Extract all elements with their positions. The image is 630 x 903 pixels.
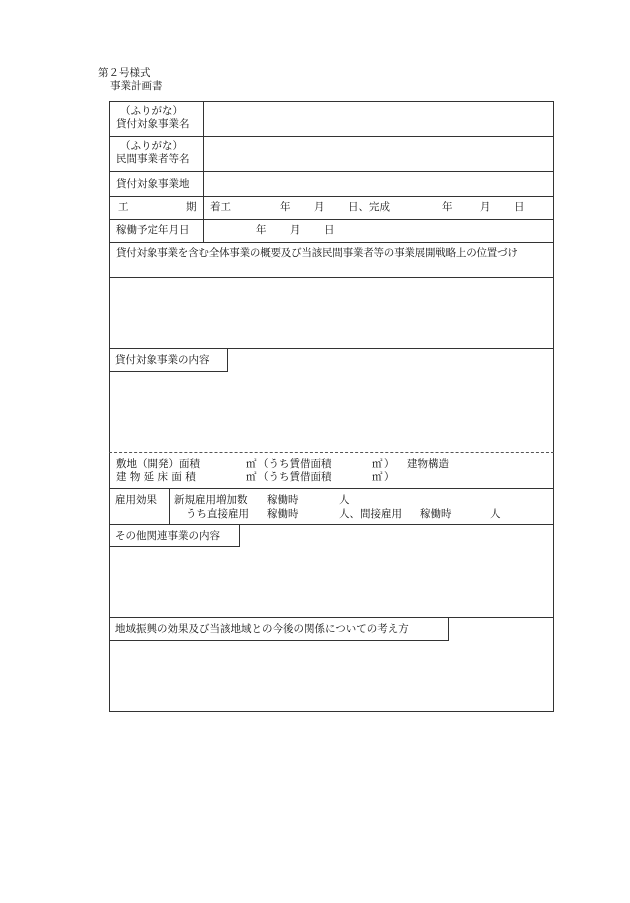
schedule-start: 着工 [210,201,231,213]
operator-name-label: 民間事業者等名 [116,153,190,165]
floor-rent-open: （うち賃借面積 [258,471,332,483]
site-area-label: 敷地（開発）面積 [116,458,200,470]
floor-rent-unit: ㎡ [372,471,383,483]
schedule-day2: 日 [514,201,525,213]
operation-day: 日 [324,224,335,236]
operator-name-field[interactable] [205,138,551,169]
schedule-year1: 年 [280,201,291,213]
project-name-label: 貸付対象事業名 [116,118,190,130]
indirect-persons: 人 [490,508,501,520]
operation-year: 年 [256,224,267,236]
employment-label: 雇用効果 [115,494,157,506]
operation-date-label: 稼働予定年月日 [116,224,190,236]
schedule-month1: 月 [314,201,325,213]
site-area-unit: ㎡ [246,458,257,470]
new-hires-persons: 人 [339,494,350,506]
floor-rent-close: ） [384,471,395,483]
schedule-label-b: 期 [186,201,197,213]
content-label: 貸付対象事業の内容 [115,354,210,366]
operation-month: 月 [290,224,301,236]
schedule-year2: 年 [442,201,453,213]
site-rent-open: （うち賃借面積 [258,458,332,470]
project-name-field[interactable] [205,103,551,134]
indirect-label: 人、間接雇用 [339,508,402,520]
new-hires-operating: 稼働時 [267,494,299,506]
content-field[interactable] [111,374,552,450]
other-field[interactable] [111,549,552,615]
project-name-furigana: （ふりがな） [120,105,183,117]
schedule-month2: 月 [480,201,491,213]
direct-operating: 稼働時 [267,508,299,520]
site-rent-unit: ㎡ [372,458,383,470]
indirect-operating: 稼働時 [420,508,452,520]
document-title: 事業計画書 [110,80,163,92]
overview-label: 貸付対象事業を含む全体事業の概要及び当該民間事業者等の事業展開戦略上の位置づけ [116,247,518,259]
floor-area-unit: ㎡ [246,471,257,483]
schedule-day1: 日、完成 [348,201,390,213]
operator-name-furigana: （ふりがな） [120,140,183,152]
form-number: 第２号様式 [98,67,151,79]
overview-field[interactable] [111,279,552,346]
schedule-label-a: 工 [118,201,129,213]
regional-field[interactable] [111,643,552,709]
direct-label: うち直接雇用 [186,508,249,520]
location-field[interactable] [205,173,551,194]
location-label: 貸付対象事業地 [116,178,190,190]
site-rent-close: ） [384,458,395,470]
floor-area-label: 建 物 延 床 面 積 [116,471,196,483]
regional-label: 地域振興の効果及び当該地域との今後の関係についての考え方 [115,623,409,635]
new-hires-label: 新規雇用増加数 [174,494,248,506]
structure-label: 建物構造 [407,458,449,470]
other-label: その他関連事業の内容 [115,530,220,542]
